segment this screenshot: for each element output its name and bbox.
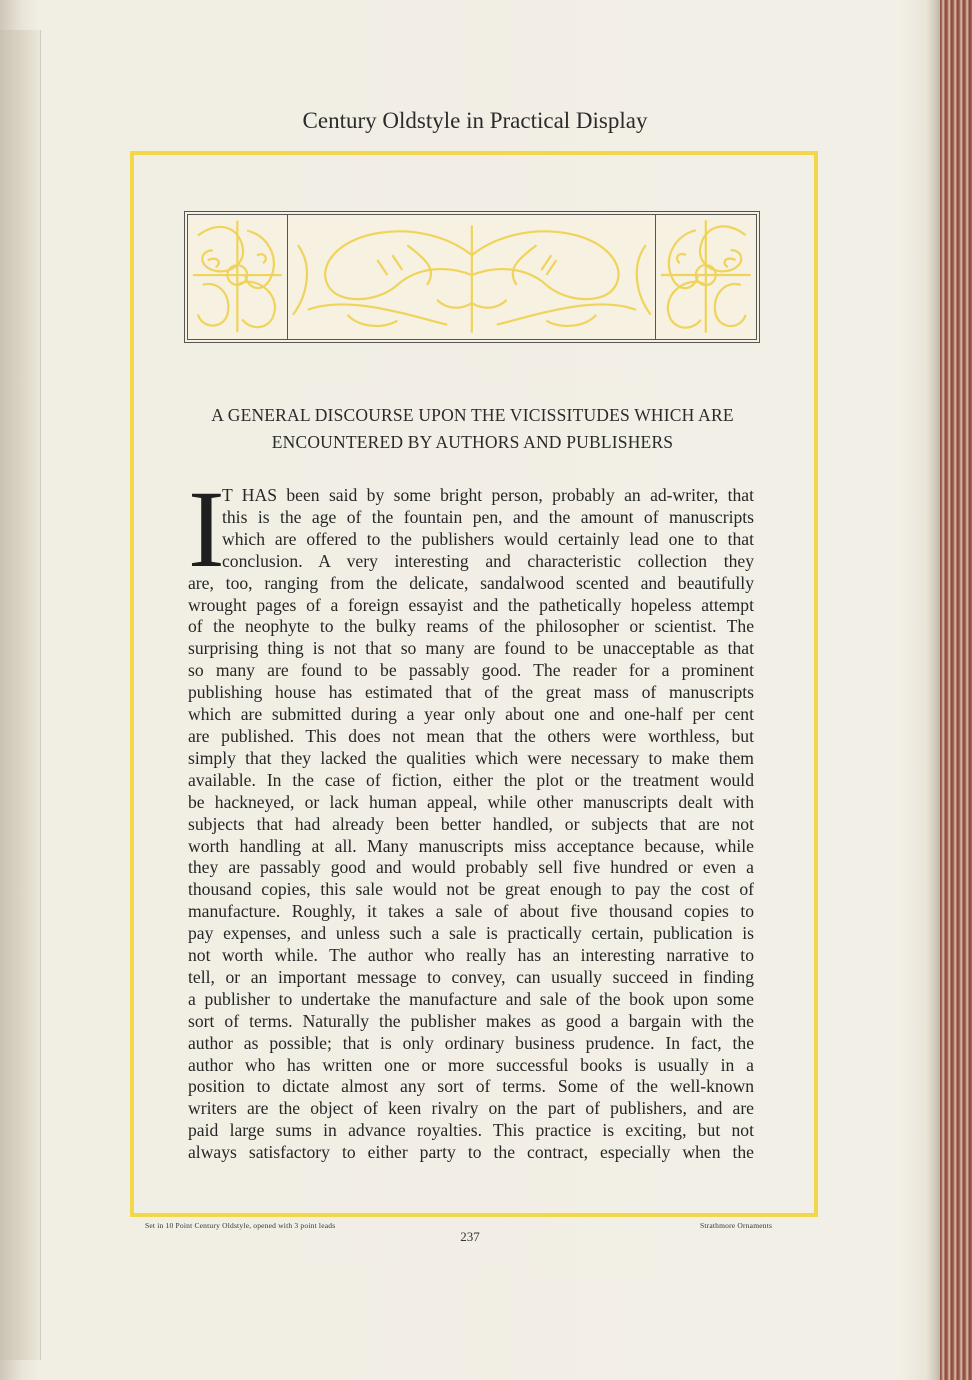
winged-ornament-icon: [288, 215, 656, 339]
text-line: this is the age of the fountain pen, and the amount of manuscripts: [222, 506, 754, 527]
running-head: Century Oldstyle in Practical Display: [302, 108, 648, 133]
text-line: author who has written one or more successful books is usually in a: [188, 1054, 754, 1075]
text-line: surprising thing is not that so many are found to be unacceptable as that: [188, 638, 754, 659]
heading-line: ENCOUNTERED BY AUTHORS AND PUBLISHERS: [271, 432, 674, 452]
text-line: which are submitted during a year only about one and one-half per cent: [188, 704, 754, 725]
gutter-shadow: [926, 0, 940, 1380]
text-line: are, too, ranging from the delicate, sandalwood scented and beautifully: [188, 572, 754, 593]
ornament-center-panel: [288, 215, 657, 339]
ornamental-headpiece: [184, 211, 760, 343]
text-line: subjects that had already been better handled, or subjects that are not: [188, 813, 754, 834]
text-line: they are passably good and would probably sell five hundred or even a: [188, 857, 754, 878]
text-line: so many are found to be passably good. The reader for a prominent: [188, 660, 754, 681]
text-line: T HAS been said by some bright person, probably an ad-writer, that: [222, 485, 754, 505]
heading-line: A GENERAL DISCOURSE UPON THE VICISSITUDES WHICH ARE: [211, 405, 734, 425]
text-line: publishing house has estimated that of the great mass of manuscripts: [188, 682, 754, 703]
text-line: worth handling at all. Many manuscripts miss acceptance because, while: [188, 835, 754, 856]
text-line: not worth while. The author who really has an interesting narrative to: [188, 945, 754, 966]
previous-page-edge: [0, 30, 41, 1360]
floral-ornament-icon: [656, 215, 756, 339]
text-line: pay expenses, and unless such a sale is practically certain, publication is: [188, 923, 754, 944]
text-line: paid large sums in advance royalties. This practice is exciting, but not: [188, 1120, 754, 1141]
text-line: sort of terms. Naturally the publisher makes as good a bargain with the: [188, 1010, 754, 1031]
text-line: conclusion. A very interesting and characteristic collection they: [222, 550, 754, 571]
text-line: wrought pages of a foreign essayist and the pathetically hopeless attempt: [188, 594, 754, 615]
text-line: author as possible; that is only ordinary business prudence. In fact, the: [188, 1032, 754, 1053]
text-line: simply that they lacked the qualities which were necessary to make them: [188, 747, 754, 768]
text-line: a publisher to undertake the manufacture and sale of the book upon some: [188, 988, 754, 1009]
text-line: be hackneyed, or lack human appeal, while other manuscripts dealt with: [188, 791, 754, 812]
text-line: always satisfactory to either party to the contract, especially when the: [188, 1142, 754, 1163]
text-line: which are offered to the publishers would certainly lead one to that: [222, 528, 754, 549]
text-line: are published. This does not mean that the others were worthless, but: [188, 725, 754, 746]
floral-ornament-icon: [188, 215, 287, 339]
text-line: thousand copies, this sale would not be great enough to pay the cost of: [188, 879, 754, 900]
text-line: manufacture. Roughly, it takes a sale of about five thousand copies to: [188, 901, 754, 922]
body-paragraph: [188, 468, 754, 1164]
ornament-left-panel: [188, 215, 288, 339]
text-line: of the neophyte to the bulky reams of the philosopher or scientist. The: [188, 616, 754, 637]
drop-cap: I: [188, 468, 225, 590]
footer-credit: Strathmore Ornaments: [700, 1221, 773, 1230]
text-line: tell, or an important message to convey, can usually succeed in finding: [188, 966, 754, 987]
text-line: available. In the case of fiction, either the plot or the treatment would: [188, 769, 754, 790]
page-edges: [940, 0, 972, 1380]
page-number: 237: [460, 1229, 480, 1244]
footer-colophon: Set in 10 Point Century Oldstyle, opened with 3 point leads: [145, 1221, 336, 1230]
text-line: writers are the object of keen rivalry on the part of publishers, and are: [188, 1098, 754, 1119]
ornament-right-panel: [656, 215, 756, 339]
text-line: position to dictate almost any sort of terms. Some of the well-known: [188, 1076, 754, 1097]
article-heading: [150, 402, 795, 456]
